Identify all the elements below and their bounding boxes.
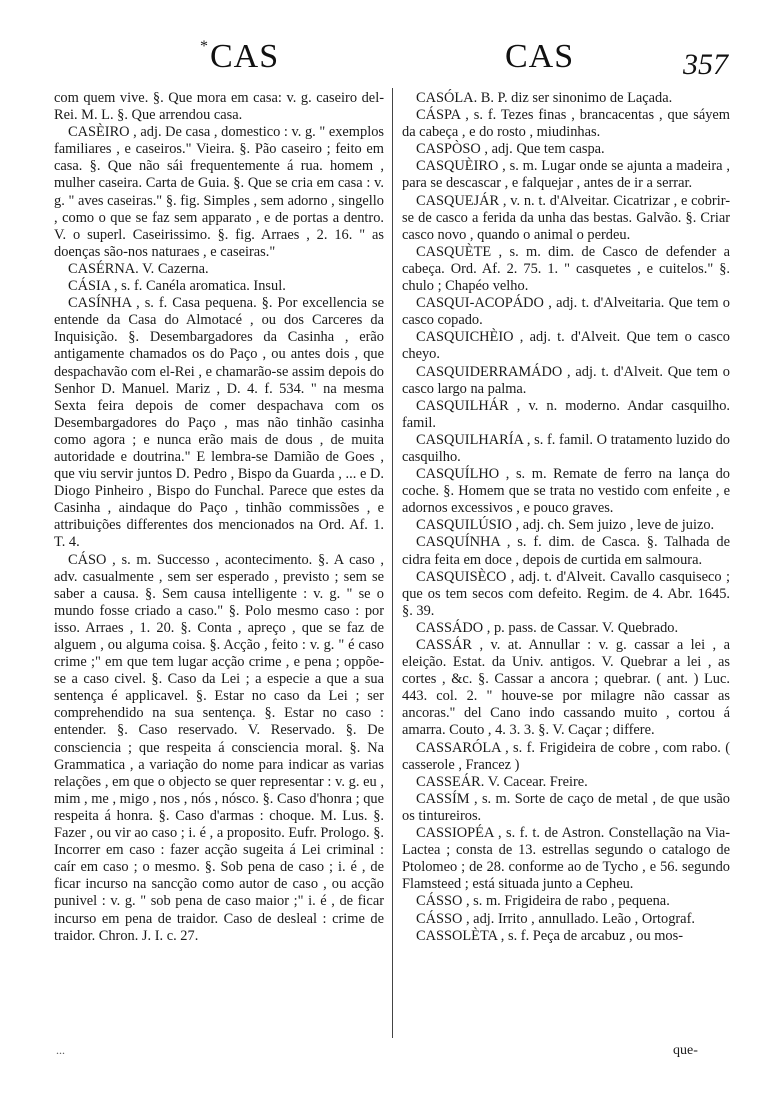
dictionary-entry: CASQUÍLHO , s. m. Remate de ferro na lança do coche. §. Homem que se trata no vestido com enfeite , e adornos excessivos , e pouco graves. xyxy=(402,466,730,517)
left-running-header: CAS xyxy=(210,38,280,75)
dictionary-entry: CASQUISÈCO , adj. t. d'Alveit. Cavallo casquiseco ; que os tem secos com defeito. Regim. de 4. Abr. 1645. §. 39. xyxy=(402,568,730,619)
dictionary-entry: CASSIOPÉA , s. f. t. de Astron. Constellação na Via-Lactea ; consta de 13. estrellas segundo o catalogo de Ptolomeo ; de 28. conforme ao de Tycho , e 56. segundo Flamsteed ; está situada junto a Cepheu. xyxy=(402,825,730,893)
column-divider xyxy=(392,88,393,1038)
dictionary-entry: CASQUILÚSIO , adj. ch. Sem juizo , leve de juizo. xyxy=(416,517,715,534)
dictionary-entry: CASQUEJÁR , v. n. t. d'Alveitar. Cicatrizar , e cobrir-se de casco a ferida da unha das bestas. Galvão. §. Criar casco novo , quando o animal o perdeu. xyxy=(402,192,730,243)
left-column xyxy=(54,90,384,945)
catchword: que- xyxy=(673,1043,698,1058)
dictionary-entry: CÁSSO , s. m. Frigideira de rabo , pequena. xyxy=(416,893,670,910)
header-star: * xyxy=(200,38,208,55)
dictionary-entry: CASSEÁR. V. Cacear. Freire. xyxy=(416,773,588,790)
right-column xyxy=(402,90,730,945)
dictionary-entry: CÁSIA , s. f. Canéla aromatica. Insul. xyxy=(68,278,286,295)
dictionary-entry: CASQUÍNHA , s. f. dim. de Casca. §. Talhada de cidra feita em doce , depois de curtida em salmoura. xyxy=(402,534,730,568)
dictionary-entry: CASÈIRO , adj. De casa , domestico : v. g. " exemplos familiares , e caseiros." Vieira. §. Pão caseiro ; feito em casa. §. Que não sái frequentemente á rua. homem , mulher caseira. Carta de Guia. §. Que se cria em casa : v. g. " aves caseiras." §. fig. Simples , sem adorno , singello , como o que se faz sem apparato , e de portas a dentro. V. o superl. Caseirissimo. §. fig. Arraes , 2. 16. " as doenças são-nos naturaes , e caseiras." xyxy=(54,124,384,260)
dictionary-entry: com quem vive. §. Que mora em casa: v. g. caseiro del-Rei. M. L. §. Que arrendou casa. xyxy=(54,90,384,124)
dictionary-entry: CASQUIDERRAMÁDO , adj. t. d'Alveit. Que tem o casco largo na palma. xyxy=(402,363,730,397)
dictionary-entry: CÁSPA , s. f. Tezes finas , brancacentas , que sáyem da cabeça , e do rosto , miudinhas. xyxy=(402,107,730,141)
dictionary-entry: CASQUICHÈIO , adj. t. d'Alveit. Que tem o casco cheyo. xyxy=(402,329,730,363)
dictionary-entry: CASQUILHARÍA , s. f. famil. O tratamento luzido do casquilho. xyxy=(402,431,730,465)
dictionary-entry: CASSÍM , s. m. Sorte de caço de metal , de que usão os tintureiros. xyxy=(402,790,730,824)
dictionary-entry: CASQUÈTE , s. m. dim. de Casco de defender a cabeça. Ord. Af. 2. 75. 1. " casquetes , e cuitelos." §. chulo ; Chapéo velho. xyxy=(402,243,730,295)
dictionary-entry: CASPÒSO , adj. Que tem caspa. xyxy=(416,141,605,158)
page-number: 357 xyxy=(683,48,728,81)
dictionary-entry: CASÓLA. B. P. diz ser sinonimo de Laçada. xyxy=(416,90,673,106)
dictionary-entry: CASÉRNA. V. Cazerna. xyxy=(68,260,209,277)
dictionary-entry: CASSÁDO , p. pass. de Cassar. V. Quebrado. xyxy=(416,619,679,636)
dictionary-entry: CASQUILHÁR , v. n. moderno. Andar casquilho. famil. xyxy=(402,397,730,431)
dictionary-entry: CASQUÈIRO , s. m. Lugar onde se ajunta a madeira , para se descascar , e falquejar , antes de ir a serrar. xyxy=(402,158,730,192)
dictionary-entry: CÁSO , s. m. Successo , acontecimento. §. A caso , adv. casualmente , sem ser esperado , previsto ; sem se saber a causa. §. Sem causa intelligente : v. g. " se o mundo fosse criado a caso." §. Polo mesmo caso : por isso. Arraes , 1. 20. §. Conta , apreço , que se faz de alguem , ou alguma coisa. §. Acção , feito : v. g. " é caso crime ;" em que tem lugar acção crime , e pena ; oppõe-se a caso civel. §. Caso da Lei ; a especie a que a sua sentença é applicavel. §. Estar no caso da Lei ; ser comprehendido na sua sentença. §. Estar no caso : entender. §. Caso reservado. V. Reservado. §. De consciencia ; que respeita á consciencia moral. §. Na Grammatica , a variação do nome para indicar as varias relações , em que o objecto se quer representar : v. g. eu , mim , me , migo , nos , nós , nósco. §. Caso d'honra ; que respeita á honra. §. Caso d'armas : choque. M. Lus. §. Fazer , ou vir ao caso ; i. é , a proposito. Eufr. Prologo. §. Incorrer em caso : fazer acção sugeita á Lei criminal : caír em caso ; o mesmo. §. Sob pena de caso ; i. é , de ficar incurso na sancção como autor de caso , ou acção punivel : v. g. " sob pena de caso maior ;" i. é , de ficar incurso em pena de traidor. Caso de desleal : crime de traidor. Chron. J. I. c. 27. xyxy=(54,551,384,944)
dictionary-entry: CASSOLÈTA , s. f. Peça de arcabuz , ou mos- xyxy=(416,927,684,944)
dictionary-entry: CASSÁR , v. at. Annullar : v. g. cassar a lei , a eleição. Estat. da Univ. antigos. V. Quebrar a lei , as cortes , &c. §. Cassar a ancora ; quebrar. ( ant. ) Luc. 443. col. 2. " houve-se por milagre não cassar as ancoras." del Cano indo cassando muito , cortou á amarra. Couto , 4. 3. 3. §. V. Caçar ; differe. xyxy=(402,637,730,739)
footer-marks: ... xyxy=(56,1043,65,1057)
dictionary-entry: CASQUI-ACOPÁDO , adj. t. d'Alveitaria. Que tem o casco copado. xyxy=(402,295,730,329)
right-running-header: CAS xyxy=(505,38,575,75)
dictionary-entry: CASSARÓLA , s. f. Frigideira de cobre , com rabo. ( casserole , Francez ) xyxy=(402,739,730,773)
dictionary-entry: CASÍNHA , s. f. Casa pequena. §. Por excellencia se entende da Casa do Almotacé , ou dos Carceres da Inquisição. §. Desembargadores da Casinha , erão antigamente chamados os do Paço , ou antes dois , que despachavão com el-Rei , e chamarão-se assim depois do Senhor D. Manuel. Mariz , D. 4. f. 534. " na mesma Sexta feira depois de comer despachava com os Desembargadores do Paço , mas não tinhão casinha como agora ; e nunca erão mais de dous , de muita autoridade e doutrina." E lembra-se Damião de Goes , que viu servir juntos D. Pedro , Bispo da Guarda , ... e D. Diogo Pinheiro , Bispo do Funchal. Parece que estes da Casinha , aindaque do Paço , tinhão commissões , e attribuições differentes dos mencionados na Ord. Af. 1. T. 4. xyxy=(54,295,384,551)
dictionary-entry: CÁSSO , adj. Irrito , annullado. Leão , Ortograf. xyxy=(416,910,695,927)
